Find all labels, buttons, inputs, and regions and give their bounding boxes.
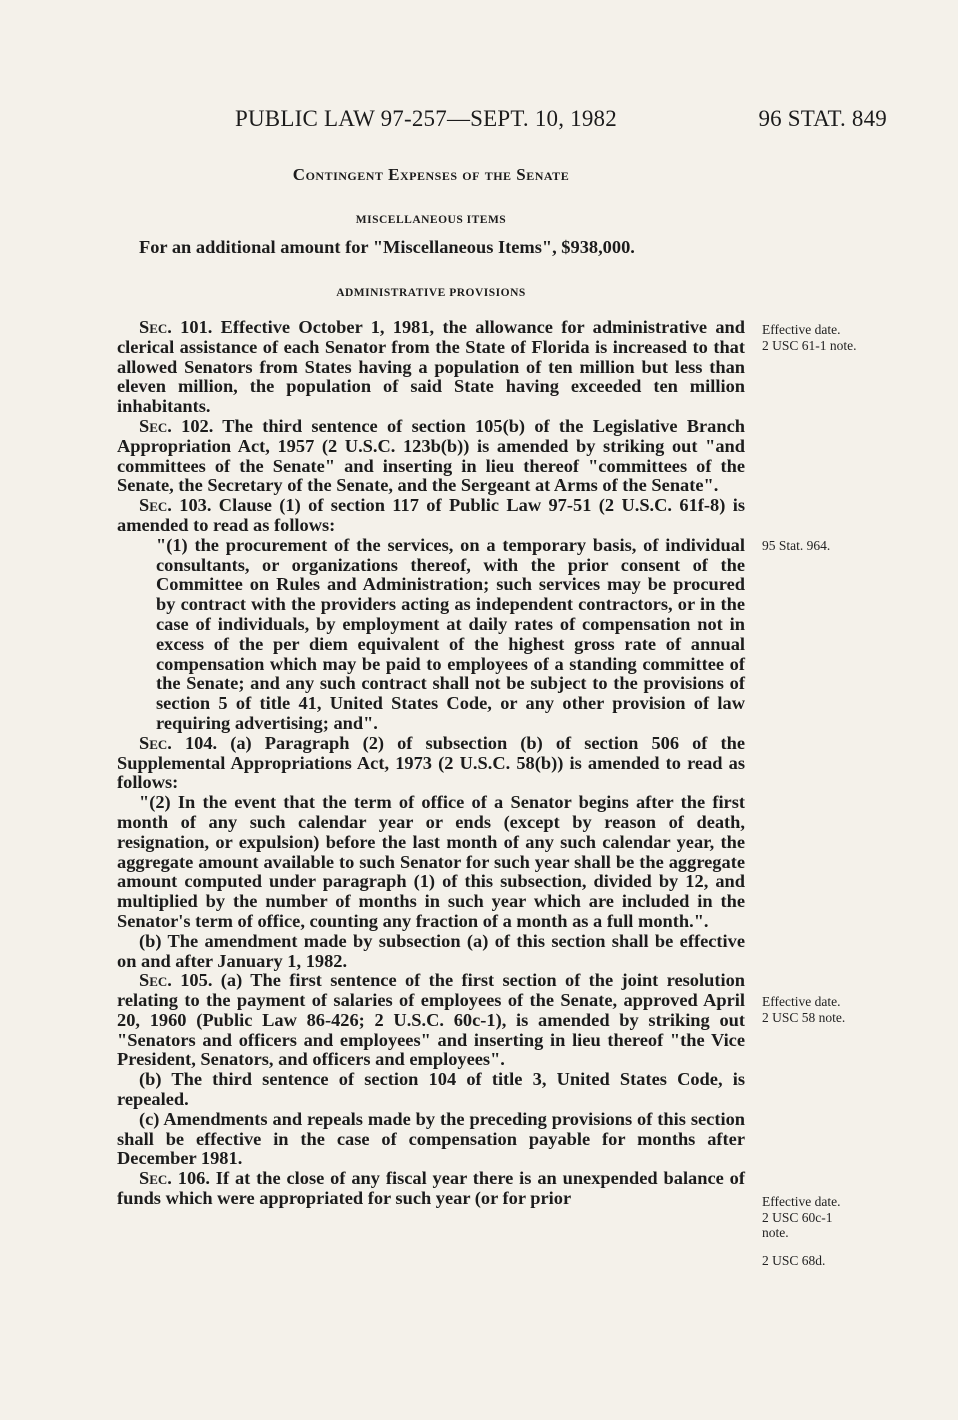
margin-note-effective-date-1: Effective date. 2 USC 61-1 note. (762, 322, 857, 353)
section-106: Sec. 106. If at the close of any fiscal year there is an unexpended balance of funds which were appropriated for such year (or for prior (117, 1168, 745, 1209)
main-text (117, 318, 745, 1209)
section-104: Sec. 104. (a) Paragraph (2) of subsection (b) of section 506 of the Supplemental Appropriations Act, 1973 (2 U.S.C. 58(b)) is amended to read as follows: (117, 732, 745, 793)
section-105-c: (c) Amendments and repeals made by the preceding provisions of this section shall be effective in the case of compensation payable for months after December 1981. (117, 1108, 745, 1169)
margin-note-effective-date-3: Effective date. 2 USC 60c-1 note. (762, 1194, 841, 1240)
section-105: Sec. 105. (a) The first sentence of the first section of the joint resolution relating to the payment of salaries of employees of the Senate, approved April 20, 1960 (Public Law 86-426; 2 U.S.C. 60c-1), is amended by striking out "Senators and officers and employees" and inserting in lieu thereof "the Vice President, Senators, and officers and employees". (117, 970, 745, 1070)
appropriation-amount: For an additional amount for "Miscellaneous Items", $938,000. (139, 237, 635, 257)
section-101: Sec. 101. Effective October 1, 1981, the allowance for administrative and clerical assistance of each Senator from the State of Florida is increased to that allowed Senators from States having a population of ten million but less than eleven million, the population of said State having exceeded ten million inhabitants. (117, 317, 745, 417)
margin-note-effective-date-2: Effective date. 2 USC 58 note. (762, 994, 846, 1025)
section-103-quote: "(1) the procurement of the services, on a temporary basis, of individual consultants, or organizations thereof, with the prior consent of the Committee on Rules and Administration; such services may be procured by contract with the providers acting as independent contractors, or in the case of individuals, by employment at daily rates of compensation not in excess of the per diem equivalent of the highest gross rate of annual compensation which may be paid to employees of a standing committee of the Senate; and any such contract shall not be subject to the provisions of section 5 of title 41, United States Code, or any other provision of law requiring advertising; and". (156, 534, 745, 733)
section-105-b: (b) The third sentence of section 104 of title 3, United States Code, is repealed. (117, 1069, 745, 1110)
section-103: Sec. 103. Clause (1) of section 117 of Public Law 97-51 (2 U.S.C. 61f-8) is amended to read as follows: (117, 495, 745, 535)
margin-note-95-stat: 95 Stat. 964. (762, 538, 831, 553)
law-title: PUBLIC LAW 97-257—SEPT. 10, 1982 (235, 106, 617, 131)
stat-page-number: 96 STAT. 849 (758, 106, 887, 131)
section-104-b: (b) The amendment made by subsection (a) of this section shall be effective on and after January 1, 1982. (117, 930, 745, 971)
section-104-quote: "(2) In the event that the term of office of a Senator begins after the first month of any such calendar year or ends (except by reason of death, resignation, or expulsion) before the last month of any such calendar year, the aggregate amount available to such Senator for such year shall be the aggregate amount computed under paragraph (1) of this subsection, divided by 12, and multiplied by the number of months in such year which are included in the Senator's term of office, counting any fraction of a month as a full month.". (117, 792, 745, 931)
heading-administrative-provisions: ADMINISTRATIVE PROVISIONS (336, 287, 526, 299)
page-header (117, 106, 887, 140)
margin-note-2-usc-68d: 2 USC 68d. (762, 1253, 826, 1268)
heading-contingent-expenses: Contingent Expenses of the Senate (292, 165, 570, 184)
section-102: Sec. 102. The third sentence of section 105(b) of the Legislative Branch Appropriation Act, 1957 (2 U.S.C. 123b(b)) is amended by striking out "and committees of the Senate" and inserting in lieu thereof "committees of the Senate, the Secretary of the Senate, and the Sergeant at Arms of the Senate". (117, 415, 745, 496)
heading-miscellaneous-items: MISCELLANEOUS ITEMS (355, 214, 507, 226)
